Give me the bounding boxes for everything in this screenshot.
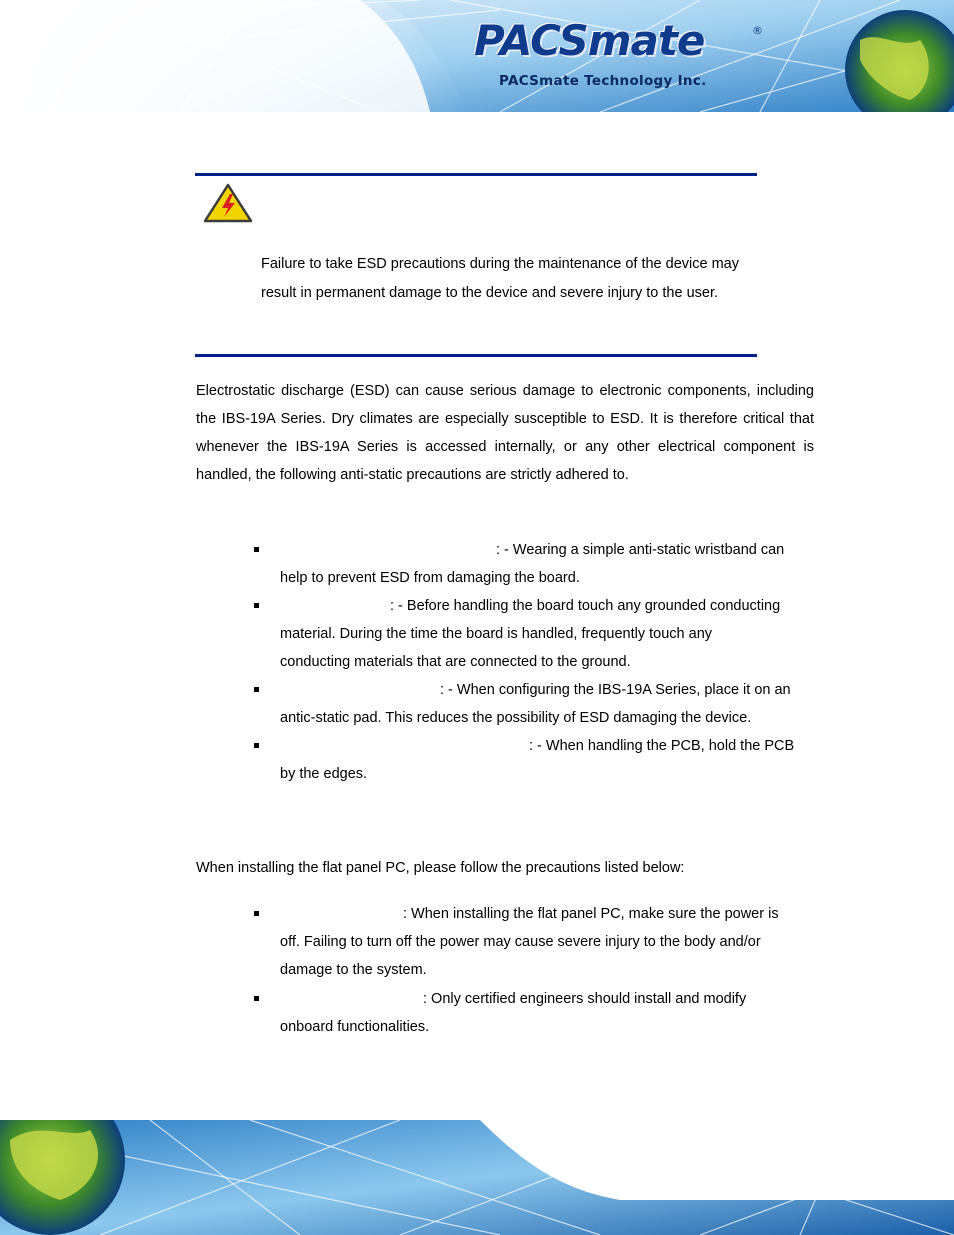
esd-precautions-list [252, 536, 817, 788]
list-item-line: by the edges. [280, 766, 368, 782]
list-item-line: off. Failing to turn off the power may cause severe injury to the body and/or [280, 934, 761, 950]
footer-banner [0, 1120, 954, 1235]
warning-top-rule [195, 173, 757, 176]
list-item-line: : - When configuring the IBS-19A Series, place it on an [440, 682, 791, 698]
list-item-line: material. During the time the board is handled, frequently touch any [280, 626, 713, 642]
bullet-icon [254, 603, 259, 608]
bullet-icon [254, 547, 259, 552]
list-item [252, 900, 817, 984]
list-item [252, 732, 817, 788]
install-intro-paragraph [196, 854, 814, 882]
install-precautions-list [252, 900, 817, 1041]
registered-mark: ® [752, 24, 763, 37]
list-item-line: conducting materials that are connected to the ground. [280, 654, 631, 670]
warning-bottom-rule [195, 354, 757, 357]
bullet-icon [254, 996, 259, 1001]
list-item-line: : - When handling the PCB, hold the PCB [529, 738, 795, 754]
high-voltage-warning-icon [203, 183, 253, 223]
list-item-line: damage to the system. [280, 962, 427, 978]
list-item [252, 592, 817, 676]
esd-intro-paragraph [196, 377, 814, 489]
list-item-line: : Only certified engineers should install and modify [423, 991, 747, 1007]
list-item-line: onboard functionalities. [280, 1019, 430, 1035]
list-item-line: antic-static pad. This reduces the possibility of ESD damaging the device. [280, 710, 752, 726]
esd-intro-text: Electrostatic discharge (ESD) can cause serious damage to electronic components, including the IBS-19A Series. Dry climates are especially susceptible to ESD. It is therefore critical that whenever the IBS-19A Series is accessed internally, or any other electrical component is handled, the following anti-static precautions are strictly adhered to. [196, 383, 814, 483]
list-item [252, 676, 817, 732]
list-item-line: : When installing the flat panel PC, make sure the power is [403, 906, 779, 922]
list-item [252, 536, 817, 592]
list-item-line: : - Wearing a simple anti-static wristband can [496, 542, 785, 558]
bullet-icon [254, 687, 259, 692]
brand-logo: PACSmate [474, 16, 705, 65]
install-intro-text: When installing the flat panel PC, please follow the precautions listed below: [196, 860, 685, 876]
warning-text: Failure to take ESD precautions during the maintenance of the device may result in permanent damage to the device and severe injury to the user. [261, 256, 739, 301]
bullet-icon [254, 911, 259, 916]
company-name: PACSmate Technology Inc. [499, 73, 707, 89]
list-item [252, 985, 817, 1041]
bullet-icon [254, 743, 259, 748]
list-item-line: : - Before handling the board touch any grounded conducting [390, 598, 781, 614]
list-item-line: help to prevent ESD from damaging the board. [280, 570, 580, 586]
